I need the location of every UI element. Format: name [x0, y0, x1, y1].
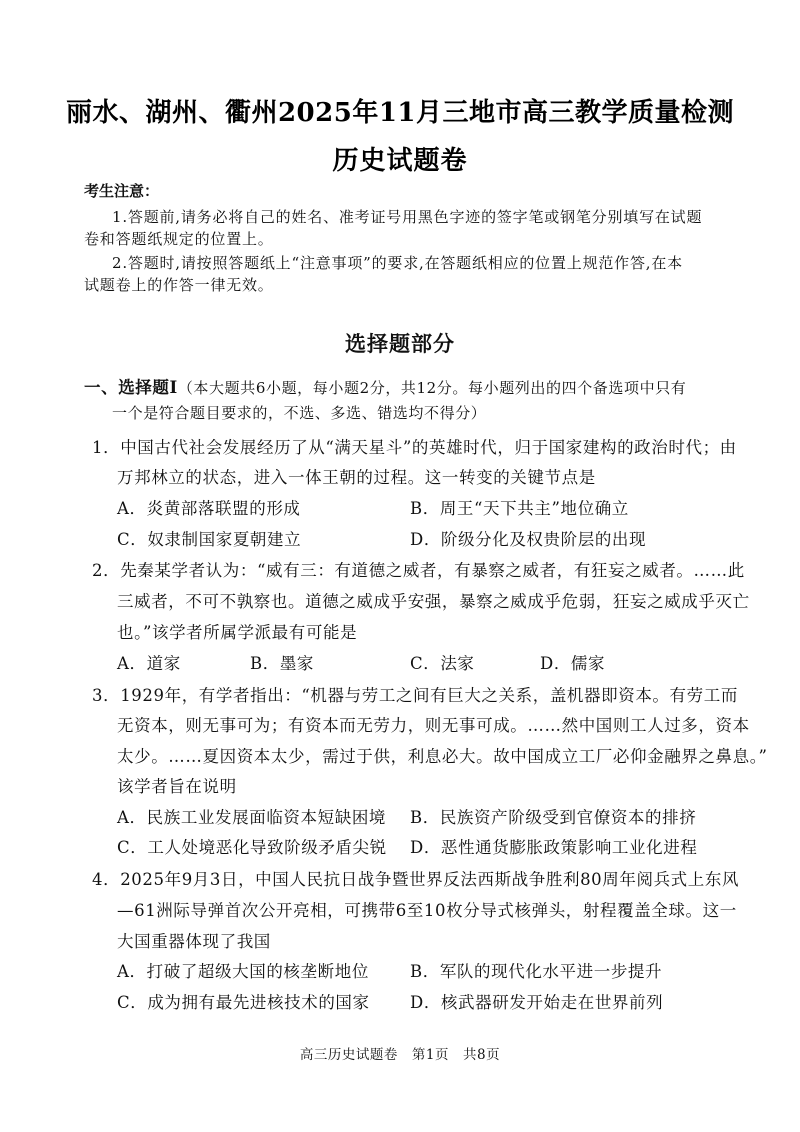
q3-line4: 该学者旨在说明 [117, 777, 237, 796]
notice-item1-line2: 卷和答题纸规定的位置上。 [84, 230, 274, 248]
notice-item2-line1: 2.答题时,请按照答题纸上“注意事项”的要求,在答题纸相应的位置上规范作答,在本 [112, 254, 683, 272]
q3-line3: 太少。……夏因资本太少，需过于供，利息必大。故中国成立工厂必仰金融界之鼻息。” [117, 747, 768, 766]
q2-option-a: A．道家 [117, 654, 181, 673]
q1-line2: 万邦林立的状态，进入一体王朝的过程。这一转变的关键节点是 [117, 468, 596, 487]
part-desc-line2: 一个是符合题目要求的，不选、多选、错选均不得分） [112, 404, 487, 422]
q2-option-b: B．墨家 [250, 654, 315, 673]
q1-option-b: B．周王“天下共主”地位确立 [410, 499, 629, 518]
q1-option-c: C．奴隶制国家夏朝建立 [117, 530, 302, 549]
q3-option-a: A．民族工业发展面临资本短缺困境 [117, 808, 387, 827]
q1-option-d: D．阶级分化及权贵阶层的出现 [410, 530, 647, 549]
q2-option-c: C．法家 [410, 654, 475, 673]
q4-option-d: D．核武器研发开始走在世界前列 [410, 993, 664, 1012]
section-title: 选择题部分 [345, 331, 455, 356]
q4-option-b: B．军队的现代化水平进一步提升 [410, 962, 663, 981]
page-footer: 高三历史试题卷 第1页 共8页 [299, 1047, 501, 1063]
part-header [84, 374, 686, 398]
q3-option-c: C．工人处境恶化导致阶级矛盾尖锐 [117, 838, 387, 857]
part-desc-line1: （本大题共6小题，每小题2分，共12分。每小题列出的四个备选项中只有 [177, 379, 687, 397]
exam-subtitle: 历史试题卷 [332, 146, 468, 176]
q2-line1: 2．先秦某学者认为：“威有三：有道德之威者，有暴察之威者，有狂妄之威者。……此 [92, 561, 745, 580]
q2-option-d: D．儒家 [540, 654, 606, 673]
q1-option-a: A．炎黄部落联盟的形成 [117, 499, 301, 518]
q4-line3: 大国重器体现了我国 [117, 932, 271, 951]
q3-line1: 3．1929年，有学者指出：“机器与劳工之间有巨大之关系，盖机器即资本。有劳工而 [92, 686, 738, 705]
q3-line2: 无资本，则无事可为；有资本而无劳力，则无事可成。……然中国则工人过多，资本 [117, 716, 750, 735]
q2-line3: 也。”该学者所属学派最有可能是 [117, 623, 358, 642]
q4-option-c: C．成为拥有最先进核技术的国家 [117, 993, 370, 1012]
exam-title: 丽水、湖州、衢州2025年11月三地市高三教学质量检测 [65, 98, 735, 128]
notice-item1-line1: 1.答题前,请务必将自己的姓名、准考证号用黑色字迹的签字笔或钢笔分别填写在试题 [112, 208, 703, 226]
q3-option-d: D．恶性通货膨胀政策影响工业化进程 [410, 838, 698, 857]
q2-line2: 三威者，不可不孰察也。道德之威成乎安强，暴察之威成乎危弱，狂妄之威成乎灭亡 [117, 592, 750, 611]
q4-line2: —61洲际导弹首次公开亮相，可携带6至10枚分导式核弹头，射程覆盖全球。这一 [117, 901, 737, 920]
q4-option-a: A．打破了超级大国的核垄断地位 [117, 962, 369, 981]
q4-line1: 4．2025年9月3日，中国人民抗日战争暨世界反法西斯战争胜利80周年阅兵式上东风 [92, 870, 740, 889]
notice-item2-line2: 试题卷上的作答一律无效。 [84, 276, 274, 294]
part-label: 一、选择题Ⅰ [84, 378, 178, 397]
q1-line1: 1．中国古代社会发展经历了从“满天星斗”的英雄时代，归于国家建构的政治时代；由 [92, 438, 737, 457]
q3-option-b: B．民族资产阶级受到官僚资本的排挤 [410, 808, 697, 827]
notice-heading: 考生注意： [84, 182, 160, 200]
